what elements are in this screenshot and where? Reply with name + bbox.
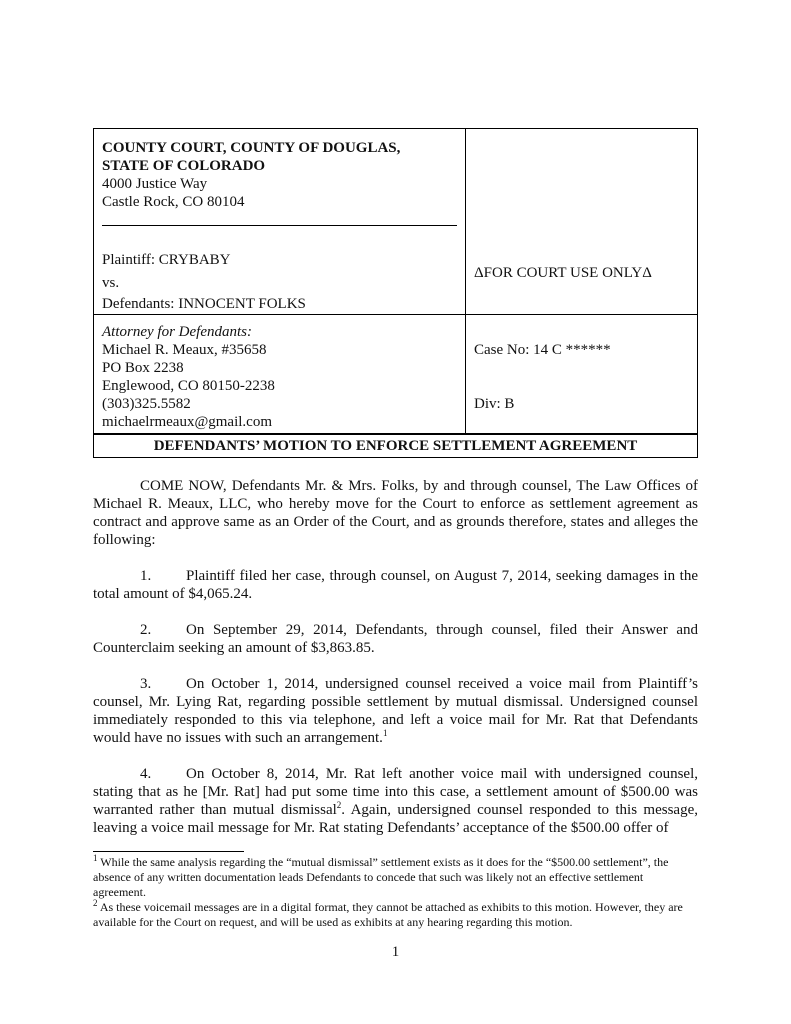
attorney-info-cell (94, 315, 466, 435)
caption-divider-line (102, 225, 457, 226)
attorney-email: michaelrmeaux@gmail.com (102, 414, 273, 430)
court-address-line1: 4000 Justice Way (102, 176, 208, 192)
footnote-ref[interactable]: 2 (336, 800, 342, 810)
paragraph-number: 3. (140, 676, 152, 692)
court-info-cell (94, 129, 466, 315)
paragraph-number: 1. (140, 568, 152, 584)
footnote-separator (93, 851, 244, 852)
division-label: Div: B (474, 396, 515, 412)
paragraph-text-part1: On October 8, 2014, Mr. Rat left another voice mail with undersigned counsel, stating that as he [Mr. Rat] had put some time into this case, a settlement amount of $500.00 was warranted rather than mutual dismissal (93, 766, 698, 818)
case-number: Case No: 14 C ****** (474, 342, 611, 358)
footnote-mark: 2 (93, 898, 98, 908)
court-address-line2: Castle Rock, CO 80104 (102, 194, 245, 210)
numbered-paragraph-4 (93, 765, 698, 837)
attorney-name: Michael R. Meaux, #35658 (102, 342, 267, 358)
motion-title: DEFENDANTS’ MOTION TO ENFORCE SETTLEMENT AGREEMENT (94, 434, 698, 458)
plaintiff-line: Plaintiff: CRYBABY (102, 252, 231, 268)
page-number: 1 (391, 944, 400, 960)
footnote-2 (93, 900, 698, 930)
footnote-ref[interactable]: 1 (382, 728, 388, 738)
intro-text: COME NOW, Defendants Mr. & Mrs. Folks, by and through counsel, The Law Offices of Michael R. Meaux, LLC, who hereby move for the Court to enforce as settlement agreement as contract and approve same as an Order of the Court, and as grounds therefore, states and alleges the following: (93, 478, 698, 548)
paragraph-text: On October 1, 2014, undersigned counsel received a voice mail from Plaintiff’s counsel, Mr. Lying Rat, regarding possible settlement by mutual dismissal. Undersigned counsel immediately responded to this via telephone, and left a voice mail for Mr. Rat that Defendants would have no issues with such an arrangement. (93, 676, 698, 746)
attorney-po-box: PO Box 2238 (102, 360, 184, 376)
footnote-mark: 1 (93, 853, 98, 863)
court-use-only-label: ΔFOR COURT USE ONLYΔ (474, 265, 652, 281)
footnote-text: As these voicemail messages are in a digital format, they cannot be attached as exhibits to this motion. However, they are available for the Court on request, and will be used as exhibits at any hearing regarding this motion. (93, 900, 683, 929)
defendants-line: Defendants: INNOCENT FOLKS (102, 296, 306, 312)
numbered-paragraph-3 (93, 675, 698, 747)
attorney-heading: Attorney for Defendants: (102, 324, 252, 340)
case-caption-table (93, 128, 698, 458)
case-number-cell (466, 315, 698, 435)
footnotes (93, 855, 698, 930)
numbered-paragraph-2 (93, 621, 698, 657)
versus-line: vs. (102, 275, 120, 291)
attorney-city: Englewood, CO 80150-2238 (102, 378, 275, 394)
intro-paragraph (93, 477, 698, 549)
paragraph-number: 4. (140, 766, 152, 782)
footnote-text: While the same analysis regarding the “mutual dismissal” settlement exists as it does for the “$500.00 settlement”, the absence of any written documentation leads Defendants to concede that such was likely not an effective settlement agreement. (93, 855, 669, 899)
paragraph-number: 2. (140, 622, 152, 638)
court-name-line1: COUNTY COURT, COUNTY OF DOUGLAS, (102, 140, 401, 156)
footnote-1 (93, 855, 698, 900)
attorney-phone: (303)325.5582 (102, 396, 191, 412)
court-use-cell (466, 129, 698, 315)
paragraph-text-part2: . Again, undersigned counsel responded to this message, leaving a voice mail message for Mr. Rat stating Defendants’ acceptance of the $500.00 offer of (93, 802, 698, 836)
numbered-paragraph-1 (93, 567, 698, 603)
paragraph-text: On September 29, 2014, Defendants, through counsel, filed their Answer and Counterclaim seeking an amount of $3,863.85. (93, 622, 698, 656)
paragraph-text: Plaintiff filed her case, through counsel, on August 7, 2014, seeking damages in the total amount of $4,065.24. (93, 568, 698, 602)
court-name-line2: STATE OF COLORADO (102, 158, 266, 174)
